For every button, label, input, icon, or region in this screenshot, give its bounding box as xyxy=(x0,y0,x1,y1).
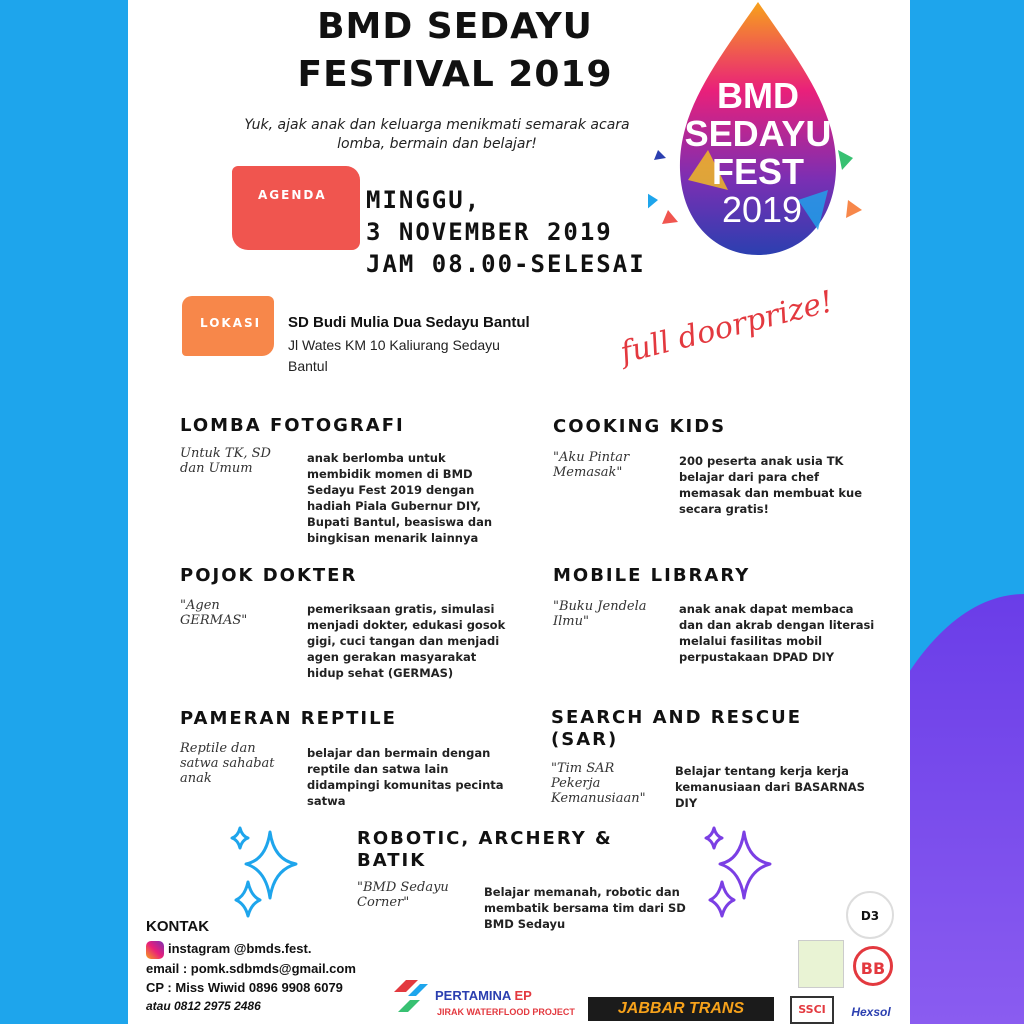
event-tag-robotic: "BMD Sedayu Corner" xyxy=(357,880,449,910)
agenda-brush-shape xyxy=(232,166,360,250)
subtitle-line2: lomba, bermain dan belajar! xyxy=(337,136,537,152)
subtitle-line1: Yuk, ajak anak dan keluarga menikmati semarak acara xyxy=(244,117,630,133)
event-tag-reptile: Reptile dan satwa sahabat anak xyxy=(180,741,275,786)
lokasi-address-line2: Bantul xyxy=(288,358,328,374)
event-tag-fotografi: Untuk TK, SD dan Umum xyxy=(180,446,271,476)
event-title-library: MOBILE LIBRARY xyxy=(553,565,751,586)
logo-line2: SEDAYU xyxy=(684,113,832,154)
pertamina-label: PERTAMINA xyxy=(435,988,511,1003)
poster-title-line1: BMD SEDAYU xyxy=(317,6,593,47)
pertamina-logo-icon xyxy=(392,978,430,1014)
pertamina-sub: JIRAK WATERFLOOD PROJECT xyxy=(437,1007,575,1017)
kontak-alt: atau 0812 2975 2486 xyxy=(146,999,261,1013)
event-title-fotografi: LOMBA FOTOGRAFI xyxy=(180,415,405,436)
event-desc-robotic: Belajar memanah, robotic dan membatik bersama tim dari SD BMD Sedayu xyxy=(484,885,686,931)
event-title-cooking: COOKING KIDS xyxy=(553,416,727,437)
kontak-cp: CP : Miss Wiwid 0896 9908 6079 xyxy=(146,980,343,995)
logo-line3: FEST xyxy=(711,151,805,192)
bb-logo: BB xyxy=(853,946,893,986)
event-title-sar: SEARCH AND RESCUE (SAR) xyxy=(551,707,803,750)
logo-line4: 2019 xyxy=(721,189,803,230)
hexsol-logo: Hexsol xyxy=(842,1000,900,1024)
agenda-label: AGENDA xyxy=(258,188,327,202)
festival-logo xyxy=(648,0,868,260)
lokasi-address-line1: Jl Wates KM 10 Kaliurang Sedayu xyxy=(288,337,500,353)
event-desc-reptile: belajar dan bermain dengan reptile dan satwa lain didampingi komunitas pecinta satwa xyxy=(307,746,504,808)
event-tag-dokter: "Agen GERMAS" xyxy=(180,598,248,628)
event-desc-library: anak anak dapat membaca dan dan akrab dengan literasi melalui fasilitas mobil perpustakaan DPAD DIY xyxy=(679,602,875,664)
left-blue-frame xyxy=(0,0,128,1024)
event-title-reptile: PAMERAN REPTILE xyxy=(180,708,397,729)
event-desc-sar: Belajar tentang kerja kerja kemanusiaan dari BASARNAS DIY xyxy=(675,764,865,810)
ssci-logo: SSCI xyxy=(790,996,834,1024)
event-desc-fotografi: anak berlomba untuk membidik momen di BMD Sedayu Fest 2019 dengan hadiah Piala Gubernur DIY, Bupati Bantul, beasiswa dan bingkisan menarik lainnya xyxy=(307,451,493,545)
agenda-date: 3 NOVEMBER 2019 xyxy=(366,218,613,246)
sparkle-left-icon xyxy=(226,822,304,918)
event-title-robotic: ROBOTIC, ARCHERY & BATIK xyxy=(357,828,613,871)
doorprize-text: full doorprize! xyxy=(616,284,837,371)
agenda-time: JAM 08.00-SELESAI xyxy=(366,250,646,278)
event-title-dokter: POJOK DOKTER xyxy=(180,565,358,586)
logo-line1: BMD xyxy=(717,75,799,116)
agenda-day: MINGGU, xyxy=(366,186,482,214)
event-desc-dokter: pemeriksaan gratis, simulasi menjadi dokter, edukasi gosok gigi, cuci tangan dan menjadi agen gerakan masyarakat hidup sehat (GERMAS) xyxy=(307,602,506,680)
kontak-heading: KONTAK xyxy=(146,918,210,935)
school-logo-icon xyxy=(798,940,844,988)
event-tag-library: "Buku Jendela Ilmu" xyxy=(553,599,647,629)
lokasi-name: SD Budi Mulia Dua Sedayu Bantul xyxy=(288,314,530,331)
kontak-email[interactable]: email : pomk.sdbmds@gmail.com xyxy=(146,961,356,976)
sparkle-right-icon xyxy=(700,822,778,920)
lokasi-label: LOKASI xyxy=(200,316,262,330)
pertamina-ep-label: EP xyxy=(514,988,532,1003)
jabbar-trans-logo: JABBAR TRANS xyxy=(588,997,774,1021)
event-desc-cooking: 200 peserta anak usia TK belajar dari para chef memasak dan membuat kue secara gratis! xyxy=(679,454,863,516)
event-tag-cooking: "Aku Pintar Memasak" xyxy=(553,450,630,480)
pertamina-name xyxy=(435,988,532,1003)
poster-title-line2: FESTIVAL 2019 xyxy=(297,54,613,95)
instagram-icon xyxy=(146,941,164,959)
d3-badge: D3 xyxy=(846,891,894,939)
kontak-instagram[interactable]: instagram @bmds.fest. xyxy=(168,941,312,956)
event-tag-sar: "Tim SAR Pekerja Kemanusiaan" xyxy=(551,761,646,806)
